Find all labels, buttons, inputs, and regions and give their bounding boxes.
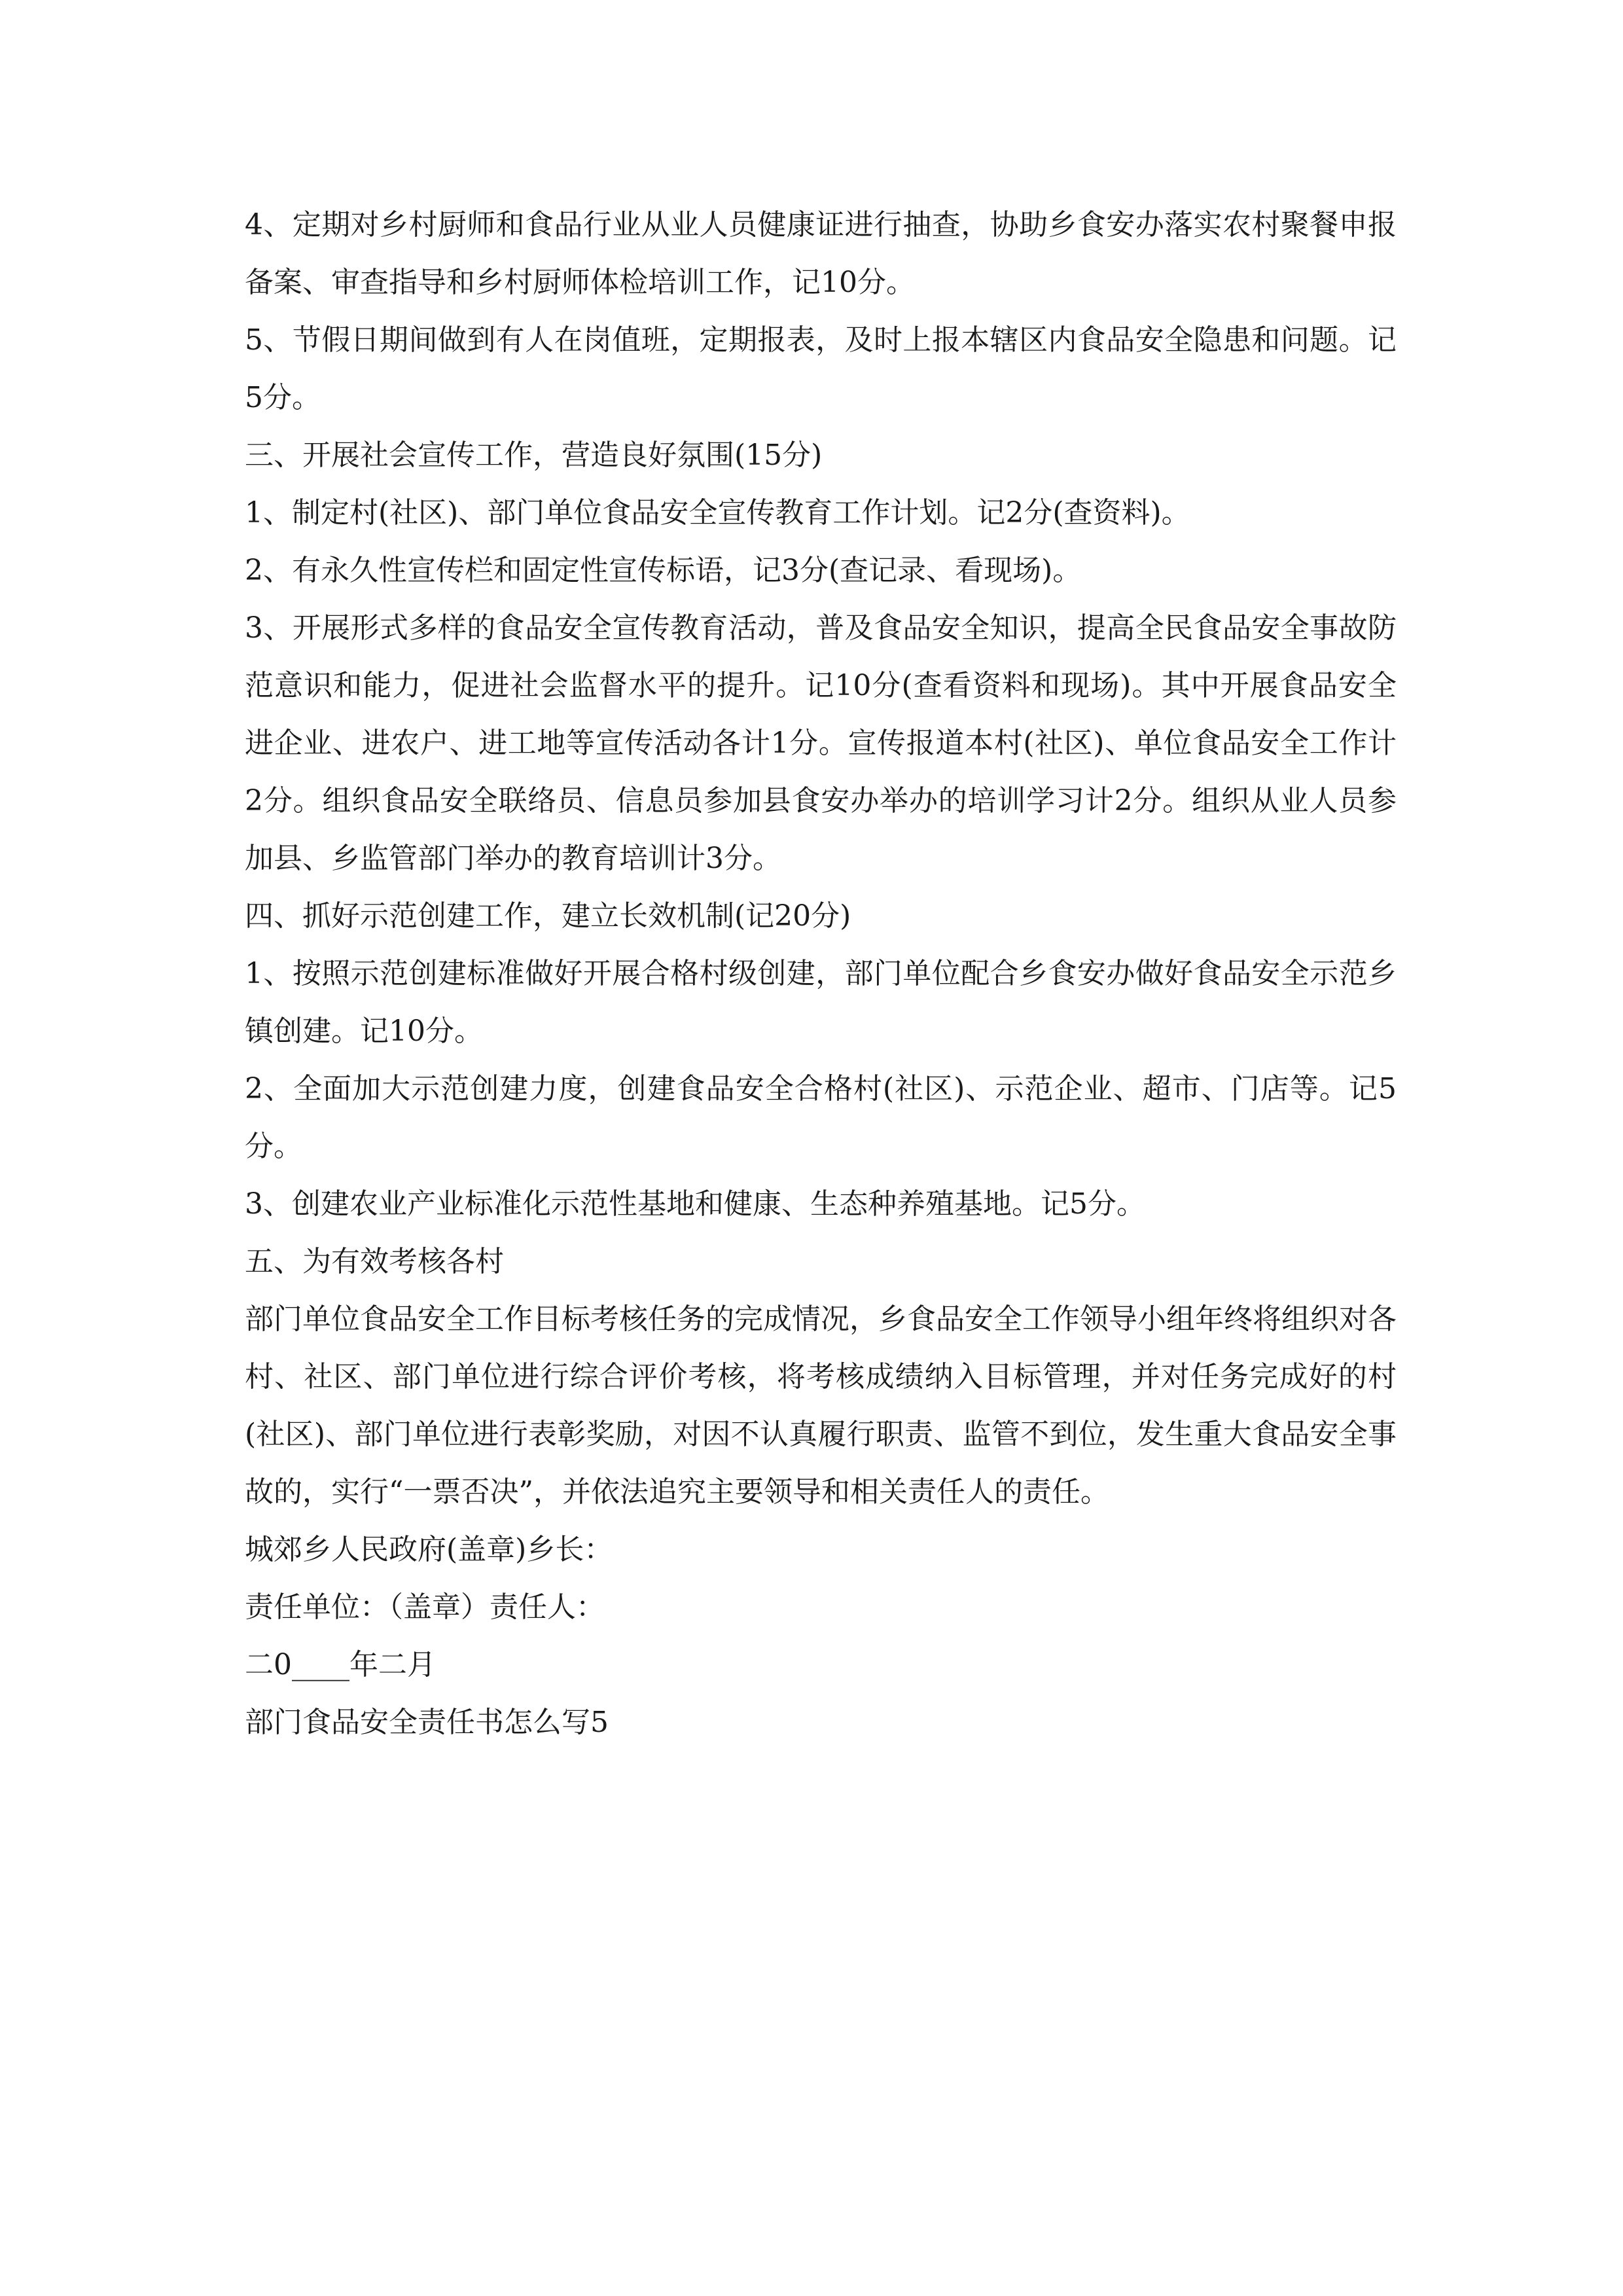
section-heading-3: 三、开展社会宣传工作，营造良好氛围(15分) (245, 439, 823, 472)
signature-unit: 责任单位：（盖章）责任人： (245, 1590, 605, 1624)
section-heading-5: 五、为有效考核各村 (245, 1245, 504, 1278)
section-heading-4: 四、抓好示范创建工作，建立长效机制(记20分) (245, 899, 851, 933)
paragraph-item-3-3: 3、开展形式多样的食品安全宣传教育活动，普及食品安全知识，提高全民食品安全事故防范意识和能力，促进社会监督水平的提升。记10分(查看资料和现场)。其中开展食品安全进企业、进农户、进工地等宣传活动各计1分。宣传报道本村(社区)、单位食品安全工作计2分。组织食品安全联络员、信息员参加县食安办举办的培训学习计2分。组织从业人员参加县、乡监管部门举办的教育培训计3分。 (245, 611, 1397, 875)
paragraph-item-3-2: 2、有永久性宣传栏和固定性宣传标语，记3分(查记录、看现场)。 (245, 554, 1082, 587)
document-body (245, 196, 1397, 1751)
paragraph-item-4-3: 3、创建农业产业标准化示范性基地和健康、生态种养殖基地。记5分。 (245, 1187, 1145, 1221)
paragraph-item-3-1: 1、制定村(社区)、部门单位食品安全宣传教育工作计划。记2分(查资料)。 (245, 496, 1190, 529)
signature-government: 城郊乡人民政府(盖章)乡长： (245, 1533, 613, 1566)
paragraph-item-4-2: 2、全面加大示范创建力度，创建食品安全合格村(社区)、示范企业、超市、门店等。记5分。 (245, 1072, 1397, 1163)
paragraph-item-4: 4、定期对乡村厨师和食品行业从业人员健康证进行抽查，协助乡食安办落实农村聚餐申报备案、审查指导和乡村厨师体检培训工作，记10分。 (245, 208, 1397, 299)
next-title: 部门食品安全责任书怎么写5 (245, 1706, 609, 1739)
paragraph-item-4-1: 1、按照示范创建标准做好开展合格村级创建，部门单位配合乡食安办做好食品安全示范乡镇创建。记10分。 (245, 957, 1397, 1048)
paragraph-item-5: 5、节假日期间做到有人在岗值班，定期报表，及时上报本辖区内食品安全隐患和问题。记5分。 (245, 323, 1397, 414)
paragraph-assessment: 部门单位食品安全工作目标考核任务的完成情况，乡食品安全工作领导小组年终将组织对各村、社区、部门单位进行综合评价考核，将考核成绩纳入目标管理，并对任务完成好的村(社区)、部门单位进行表彰奖励，对因不认真履行职责、监管不到位，发生重大食品安全事故的，实行“一票否决”，并依法追究主要领导和相关责任人的责任。 (245, 1302, 1397, 1509)
date-line: 二0____年二月 (245, 1648, 436, 1681)
